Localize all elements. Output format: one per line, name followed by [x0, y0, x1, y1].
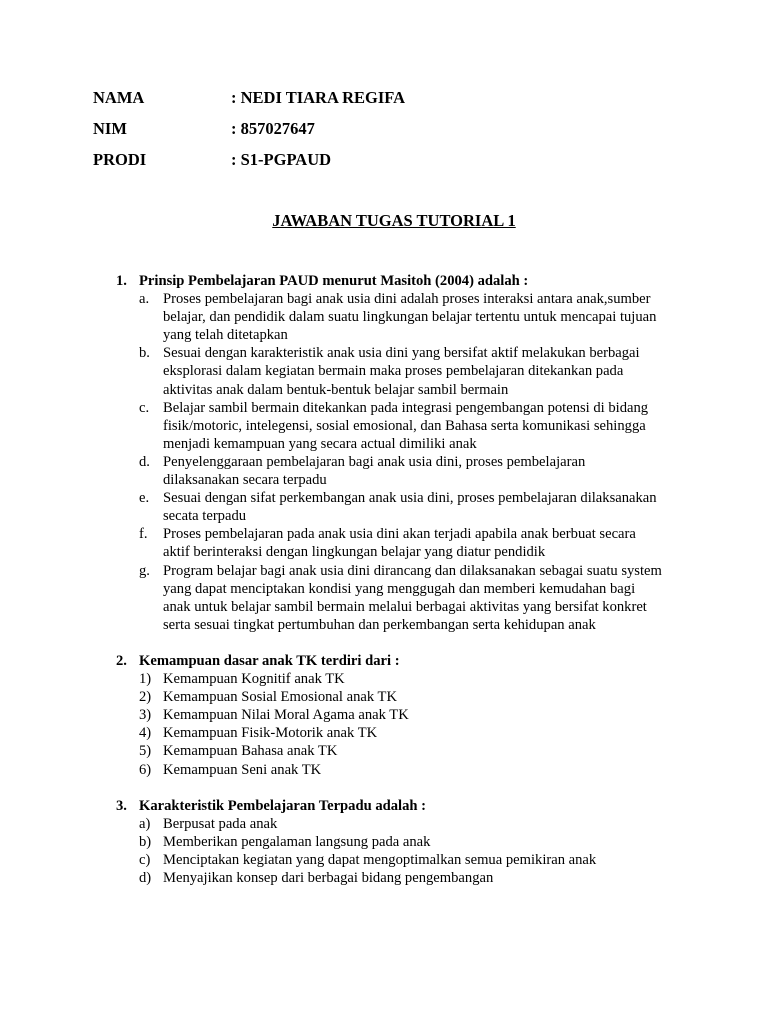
list-marker: 4): [139, 725, 152, 742]
section-heading-text: Prinsip Pembelajaran PAUD menurut Masitoh (2004) adalah :: [139, 273, 529, 289]
list-marker: 3): [139, 707, 152, 724]
list-item-line: menjadi kemampuan yang secara actual dimiliki anak: [163, 435, 477, 452]
list-marker: b): [139, 834, 152, 851]
list-item-line: Program belajar bagi anak usia dini dirancang dan dilaksanakan sebagai suatu system: [163, 562, 662, 579]
list-item-line: serta sesuai tingkat pertumbuhan dan perkembangan serta kehidupan anak: [163, 616, 596, 633]
section-heading: [116, 797, 706, 815]
identity-label: PRODI: [93, 150, 147, 169]
list-item-line: Kemampuan Fisik-Motorik anak TK: [163, 725, 378, 742]
list-item-line: Berpusat pada anak: [163, 816, 278, 833]
list-item: [116, 851, 706, 869]
list-item: [116, 489, 706, 525]
list-item-line: Kemampuan Nilai Moral Agama anak TK: [163, 707, 409, 724]
list-marker: 1): [139, 671, 152, 688]
list-marker: c.: [139, 399, 150, 416]
list-item-line: dilaksanakan secara terpadu: [163, 472, 327, 489]
list-item-line: Kemampuan Bahasa anak TK: [163, 743, 338, 760]
list-marker: g.: [139, 562, 150, 579]
list-item-line: Kemampuan Sosial Emosional anak TK: [163, 689, 397, 706]
identity-value: : NEDI TIARA REGIFA: [231, 88, 406, 107]
list-item: [116, 761, 706, 779]
list-item-line: Menyajikan konsep dari berbagai bidang pengembangan: [163, 870, 494, 887]
section-1: [116, 272, 706, 634]
list-item: [116, 742, 706, 760]
identity-label: NIM: [93, 119, 127, 138]
list-item-line: Proses pembelajaran bagi anak usia dini adalah proses interaksi antara anak,sumber: [163, 291, 651, 308]
list-item-line: Proses pembelajaran pada anak usia dini akan terjadi apabila anak berbuat secara: [163, 526, 636, 543]
section-heading-text: Kemampuan dasar anak TK terdiri dari :: [139, 653, 400, 669]
section-number: 3.: [116, 798, 127, 814]
section-2: [116, 652, 706, 779]
list-item-line: Sesuai dengan karakteristik anak usia dini yang bersifat aktif melakukan berbagai: [163, 345, 640, 362]
list-marker: 2): [139, 689, 152, 706]
list-item-line: anak untuk belajar sambil bermain melalui berbagai aktivitas yang bersifat konkret: [163, 598, 647, 615]
list-marker: d): [139, 870, 152, 887]
list-marker: e.: [139, 490, 150, 507]
list-item: [116, 724, 706, 742]
list-item-line: aktivitas anak dalam bentuk-bentuk belajar sambil bermain: [163, 381, 509, 398]
list-item-line: Kemampuan Kognitif anak TK: [163, 671, 345, 688]
list-item: [116, 344, 706, 398]
section-number: 2.: [116, 653, 127, 669]
list-item: [116, 815, 706, 833]
list-item-line: yang telah ditetapkan: [163, 327, 288, 344]
document-title: JAWABAN TUGAS TUTORIAL 1: [272, 211, 516, 230]
list-item: [116, 670, 706, 688]
list-marker: c): [139, 852, 151, 869]
section-3: [116, 797, 706, 887]
list-item: [116, 833, 706, 851]
list-item: [116, 869, 706, 887]
list-item: [116, 290, 706, 344]
list-item-line: Menciptakan kegiatan yang dapat mengoptimalkan semua pemikiran anak: [163, 852, 597, 869]
list-marker: f.: [139, 526, 148, 543]
list-item-line: Memberikan pengalaman langsung pada anak: [163, 834, 431, 851]
list-item-line: Belajar sambil bermain ditekankan pada integrasi pengembangan potensi di bidang: [163, 399, 649, 416]
list-item-line: secata terpadu: [163, 508, 247, 525]
list-item-line: belajar, dan pendidik dalam suatu lingkungan belajar tertentu untuk mencapai tujuan: [163, 309, 657, 326]
list-marker: 6): [139, 761, 152, 778]
list-item-line: yang dapat menciptakan kondisi yang menggugah dan memberi kemudahan bagi: [163, 580, 636, 597]
list-item: [116, 706, 706, 724]
list-marker: d.: [139, 453, 150, 470]
list-item-line: Kemampuan Seni anak TK: [163, 761, 322, 778]
identity-label: NAMA: [93, 88, 145, 107]
list-item-line: eksplorasi dalam kegiatan bermain maka proses pembelajaran ditekankan pada: [163, 363, 624, 380]
list-item-line: Penyelenggaraan pembelajaran bagi anak usia dini, proses pembelajaran: [163, 453, 586, 470]
section-heading-text: Karakteristik Pembelajaran Terpadu adalah :: [139, 798, 427, 814]
list-marker: a.: [139, 291, 150, 308]
list-item-line: Sesuai dengan sifat perkembangan anak usia dini, proses pembelajaran dilaksanakan: [163, 490, 657, 507]
list-item: [116, 453, 706, 489]
list-item: [116, 688, 706, 706]
list-item-line: fisik/motoric, intelegensi, sosial emosional, dan Bahasa serta komunikasi sehingga: [163, 417, 646, 434]
identity-value: : 857027647: [231, 119, 315, 138]
list-marker: 5): [139, 743, 152, 760]
section-number: 1.: [116, 273, 127, 289]
identity-value: : S1-PGPAUD: [231, 150, 332, 169]
list-marker: b.: [139, 345, 150, 362]
list-item: [116, 525, 706, 561]
list-item-line: aktif berinteraksi dengan lingkungan belajar yang diatur pendidik: [163, 544, 546, 561]
list-item: [116, 562, 706, 634]
list-item: [116, 399, 706, 453]
section-heading: [116, 272, 706, 290]
section-heading: [116, 652, 706, 670]
list-marker: a): [139, 816, 151, 833]
